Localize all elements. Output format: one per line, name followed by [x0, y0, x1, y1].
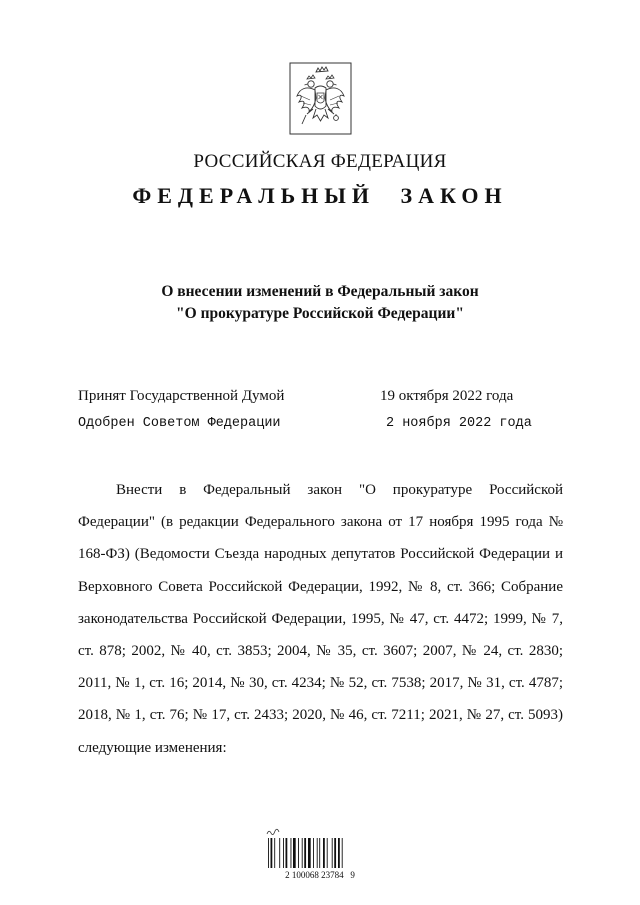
barcode-block: [260, 828, 380, 884]
barcode-bar: [268, 838, 269, 868]
barcode-bar: [334, 838, 336, 868]
barcode-bar: [286, 838, 288, 868]
barcode-bar: [308, 838, 311, 868]
russian-coat-of-arms-icon: [289, 62, 352, 135]
barcode-icon: [268, 838, 372, 868]
barcode-bar: [332, 838, 333, 868]
barcode-bar: [304, 838, 306, 868]
barcode-bar: [271, 838, 273, 868]
adoption-row-duma: [78, 388, 538, 408]
barcode-bar: [313, 838, 314, 868]
document-type: ФЕДЕРАЛЬНЫЙ ЗАКОН: [132, 183, 508, 208]
barcode-bar: [319, 838, 320, 868]
barcode-bar: [338, 838, 340, 868]
barcode-bar: [327, 838, 328, 868]
adoption-date: 19 октября 2022 года: [380, 388, 514, 404]
law-title-line-2: "О прокуратуре Российской Федерации": [176, 305, 464, 322]
barcode-bar: [298, 838, 299, 868]
barcode-bar: [291, 838, 292, 868]
approval-label: Одобрен Советом Федерации: [78, 416, 281, 431]
barcode-bar: [302, 838, 303, 868]
barcode-bar: [274, 838, 275, 868]
scribble-mark-icon: [266, 828, 280, 836]
barcode-bar: [342, 838, 343, 868]
approval-date: 2 ноября 2022 года: [386, 416, 532, 431]
law-title-line-1: О внесении изменений в Федеральный закон: [161, 283, 479, 300]
barcode-bar: [283, 838, 284, 868]
barcode-bar: [323, 838, 325, 868]
barcode-bar: [317, 838, 318, 868]
adoption-label: Принят Государственной Думой: [78, 388, 285, 404]
law-title: [0, 281, 640, 325]
barcode-number: 2 100068 23784 9: [285, 870, 355, 880]
barcode-bar: [293, 838, 296, 868]
country-name: РОССИЙСКАЯ ФЕДЕРАЦИЯ: [193, 151, 447, 172]
adoption-row-federation-council: [78, 416, 538, 436]
barcode-bar: [279, 838, 280, 868]
body-paragraph: Внести в Федеральный закон "О прокуратуре Российской Федерации" (в редакции Федерального закона от 17 ноября 1995 года № 168-ФЗ) (Ведомости Съезда народных депутатов Российской Федерации и Верховного Совета Российской Федерации, 1992, № 8, ст. 366; Собрание законодательства Российской Федерации, 1995, № 47, ст. 4472; 1999, № 7, ст. 878; 2002, № 40, ст. 3853; 2004, № 35, ст. 3607; 2007, № 24, ст. 2830; 2011, № 1, ст. 16; 2014, № 30, ст. 4234; № 52, ст. 7538; 2017, № 31, ст. 4787; 2018, № 1, ст. 76; № 17, ст. 2433; 2020, № 46, ст. 7211; 2021, № 27, ст. 5093) следующие изменения:: [78, 482, 563, 756]
